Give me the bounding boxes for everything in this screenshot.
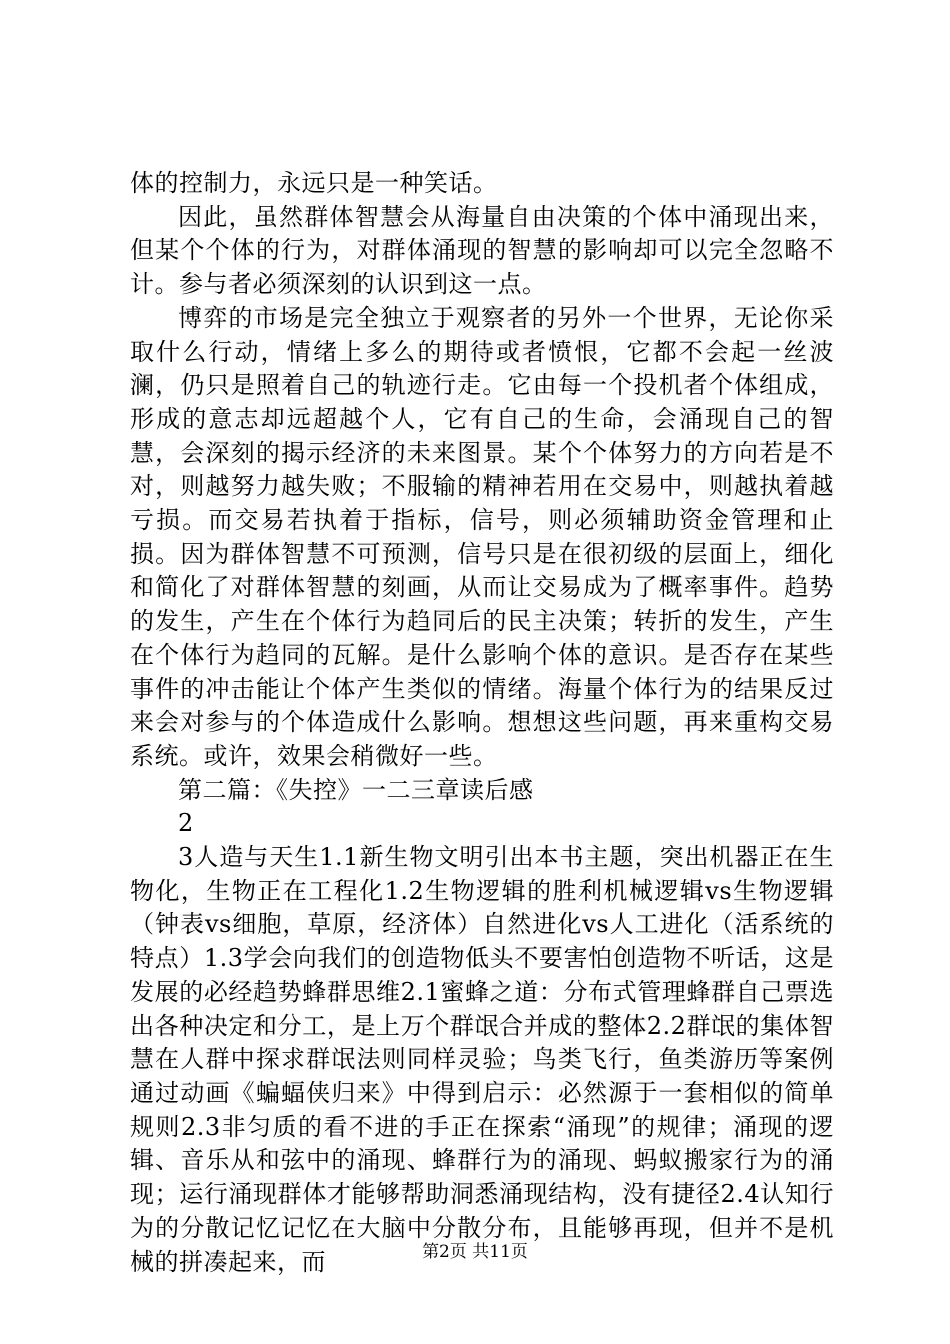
paragraph-number: 2 bbox=[178, 809, 194, 838]
section-heading: 第二篇：《失控》一二三章读后感 bbox=[178, 775, 534, 804]
paragraph-chapter-summary: 3人造与天生1.1新生物文明引出本书主题，突出机器正在生物化，生物正在工程化1.2生物逻辑的胜利机械逻辑vs生物逻辑（钟表vs细胞，草原，经济体）自然进化vs人工进化（活系统的特点）1.3学会向我们的创造物低头不要害怕创造物不听话，这是发展的必经趋势蜂群思维2.1蜜蜂之道：分布式管理蜂群自己票选出各种决定和分工，是上万个群氓合并成的整体2.2群氓的集体智慧在人群中探求群氓法则同样灵验；鸟类飞行，鱼类游历等案例通过动画《蝙蝠侠归来》中得到启示：必然源于一套相似的简单规则2.3非匀质的看不进的手正在探索“涌现”的规律；涌现的逻辑、音乐从和弦中的涌现、蜂群行为的涌现、蚂蚁搬家行为的涌现；运行涌现群体才能够帮助洞悉涌现结构，没有捷径2.4认知行为的分散记忆记忆在大脑中分散分布，且能够再现，但并不是机械的拼凑起来，而 bbox=[130, 843, 834, 1276]
paragraph-group-wisdom: 因此，虽然群体智慧会从海量自由决策的个体中涌现出来，但某个个体的行为，对群体涌现的智慧的影响却可以完全忽略不计。参与者必须深刻的认识到这一点。 bbox=[130, 202, 834, 299]
paragraph-continuation: 体的控制力，永远只是一种笑话。 bbox=[130, 169, 498, 197]
paragraph-market: 博弈的市场是完全独立于观察者的另外一个世界，无论你采取什么行动，情绪上多么的期待或者愤恨，它都不会起一丝波澜，仍只是照着自己的轨迹行走。它由每一个投机者个体组成，形成的意志却远超越个人，它有自己的生命，会涌现自己的智慧，会深刻的揭示经济的未来图景。某个个体努力的方向若是不对，则越努力越失败；不服输的精神若用在交易中，则越执着越亏损。而交易若执着于指标，信号，则必须辅助资金管理和止损。因为群体智慧不可预测，信号只是在很初级的层面上，细化和简化了对群体智慧的刻画，从而让交易成为了概率事件。趋势的发生，产生在个体行为趋同后的民主决策；转折的发生，产生在个体行为趋同的瓦解。是什么影响个体的意识。是否存在某些事件的冲击能让个体产生类似的情绪。海量个体行为的结果反过来会对参与的个体造成什么影响。想想这些问题，再来重构交易系统。或许，效果会稍微好一些。 bbox=[130, 303, 834, 770]
document-body bbox=[130, 167, 834, 1279]
page-footer: 第2页 共11页 bbox=[422, 1242, 528, 1262]
